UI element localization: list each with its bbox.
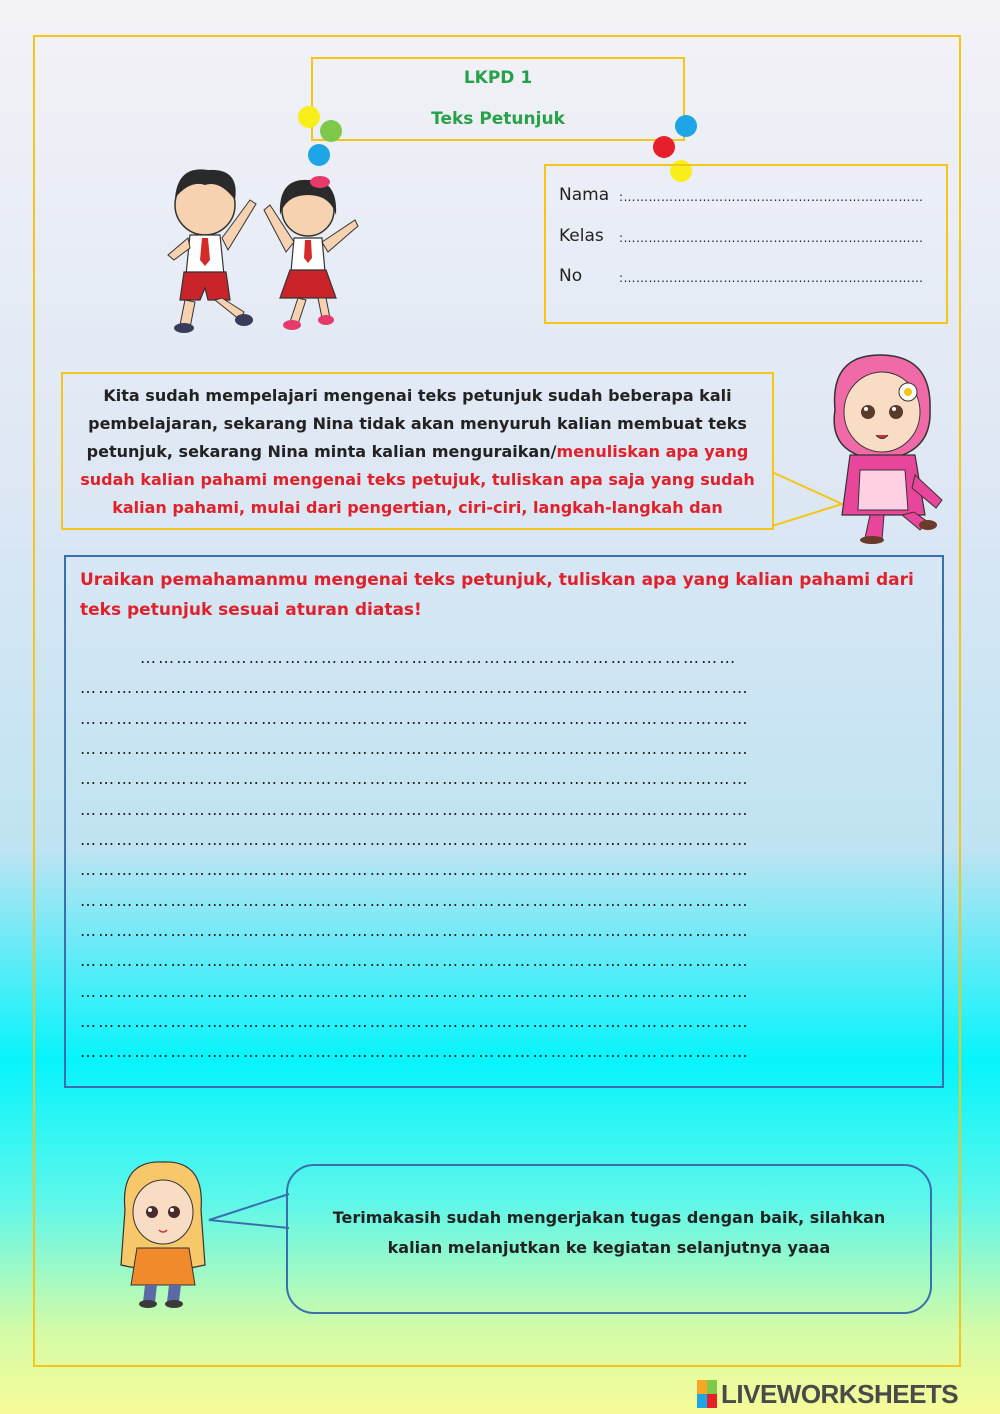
answer-line[interactable]: ………………………………………………………………………………………………… (80, 985, 750, 999)
intro-text-highlight: menuliskan apa yang sudah kalian pahami mengenai teks petujuk, tuliskan apa saja yang sudah kalian pahami, mulai dari pengertian, ciri-ciri, langkah-langkah dan (80, 442, 755, 517)
answer-line[interactable]: ………………………………………………………………………………………………… (80, 742, 750, 756)
closing-bubble-tail (205, 1192, 290, 1232)
answer-line[interactable]: ………………………………………………………………………………………………… (80, 833, 750, 847)
task-box (64, 555, 944, 1088)
decor-dot-yellow (298, 106, 320, 128)
closing-text: Terimakasih sudah mengerjakan tugas dengan baik, silahkan kalian melanjutkan ke kegiatan selanjutnya yaaa (332, 1208, 886, 1257)
liveworksheets-logo-icon (697, 1380, 717, 1408)
closing-speech-bubble (286, 1164, 932, 1314)
decor-dot-green (320, 120, 342, 142)
class-blank: :……………………………………………………………… (619, 231, 924, 245)
answer-line[interactable]: ………………………………………………………………………………………………… (80, 681, 750, 695)
class-label: Kelas (559, 226, 604, 246)
decor-dot-red (653, 136, 675, 158)
answer-line[interactable]: ………………………………………………………………………………………………… (80, 803, 750, 817)
nina-character-illustration (820, 350, 950, 545)
intro-text: Kita sudah mempelajari mengenai teks petunjuk sudah beberapa kali pembelajaran, sekarang Nina tidak akan menyuruh kalian membuat teks petunjuk, sekarang Nina minta kalian menguraikan/ (86, 386, 747, 461)
intro-speech-bubble (61, 372, 774, 530)
answer-line[interactable]: ………………………………………………………………………………………………… (80, 712, 750, 726)
answer-line[interactable]: ………………………………………………………………………………………………… (80, 1015, 750, 1029)
name-blank: :……………………………………………………………… (619, 190, 924, 204)
page-subtitle: Teks Petunjuk (431, 109, 565, 129)
closing-girl-illustration (115, 1160, 210, 1310)
answer-line[interactable]: ………………………………………………………………………………………………… (80, 924, 750, 938)
school-kids-illustration (160, 160, 370, 335)
title-box (311, 57, 685, 141)
class-field[interactable] (559, 226, 930, 246)
answer-line[interactable]: ………………………………………………………………………………………………… (80, 863, 750, 877)
liveworksheets-logo[interactable] (697, 1378, 993, 1410)
name-field[interactable] (559, 185, 930, 205)
name-label: Nama (559, 185, 610, 205)
number-field[interactable] (559, 266, 930, 286)
task-instruction: Uraikan pemahamanmu mengenai teks petunjuk, tuliskan apa yang kalian pahami dari teks petunjuk sesuai aturan diatas! (80, 570, 914, 620)
answer-line[interactable]: ………………………………………………………………………………………………… (80, 954, 750, 968)
answer-line[interactable]: ………………………………………………………………………………………………… (80, 894, 750, 908)
answer-line[interactable]: ……………………………………………………………………………………… (140, 651, 738, 665)
answer-line[interactable]: ………………………………………………………………………………………………… (80, 1045, 750, 1059)
page-title: LKPD 1 (463, 68, 533, 88)
number-blank: :……………………………………………………………… (619, 271, 924, 285)
answer-line[interactable]: ………………………………………………………………………………………………… (80, 772, 750, 786)
identity-box (544, 164, 948, 324)
decor-dot-blue (675, 115, 697, 137)
liveworksheets-brand: LIVEWORKSHEETS (721, 1378, 959, 1409)
number-label: No (559, 266, 583, 286)
